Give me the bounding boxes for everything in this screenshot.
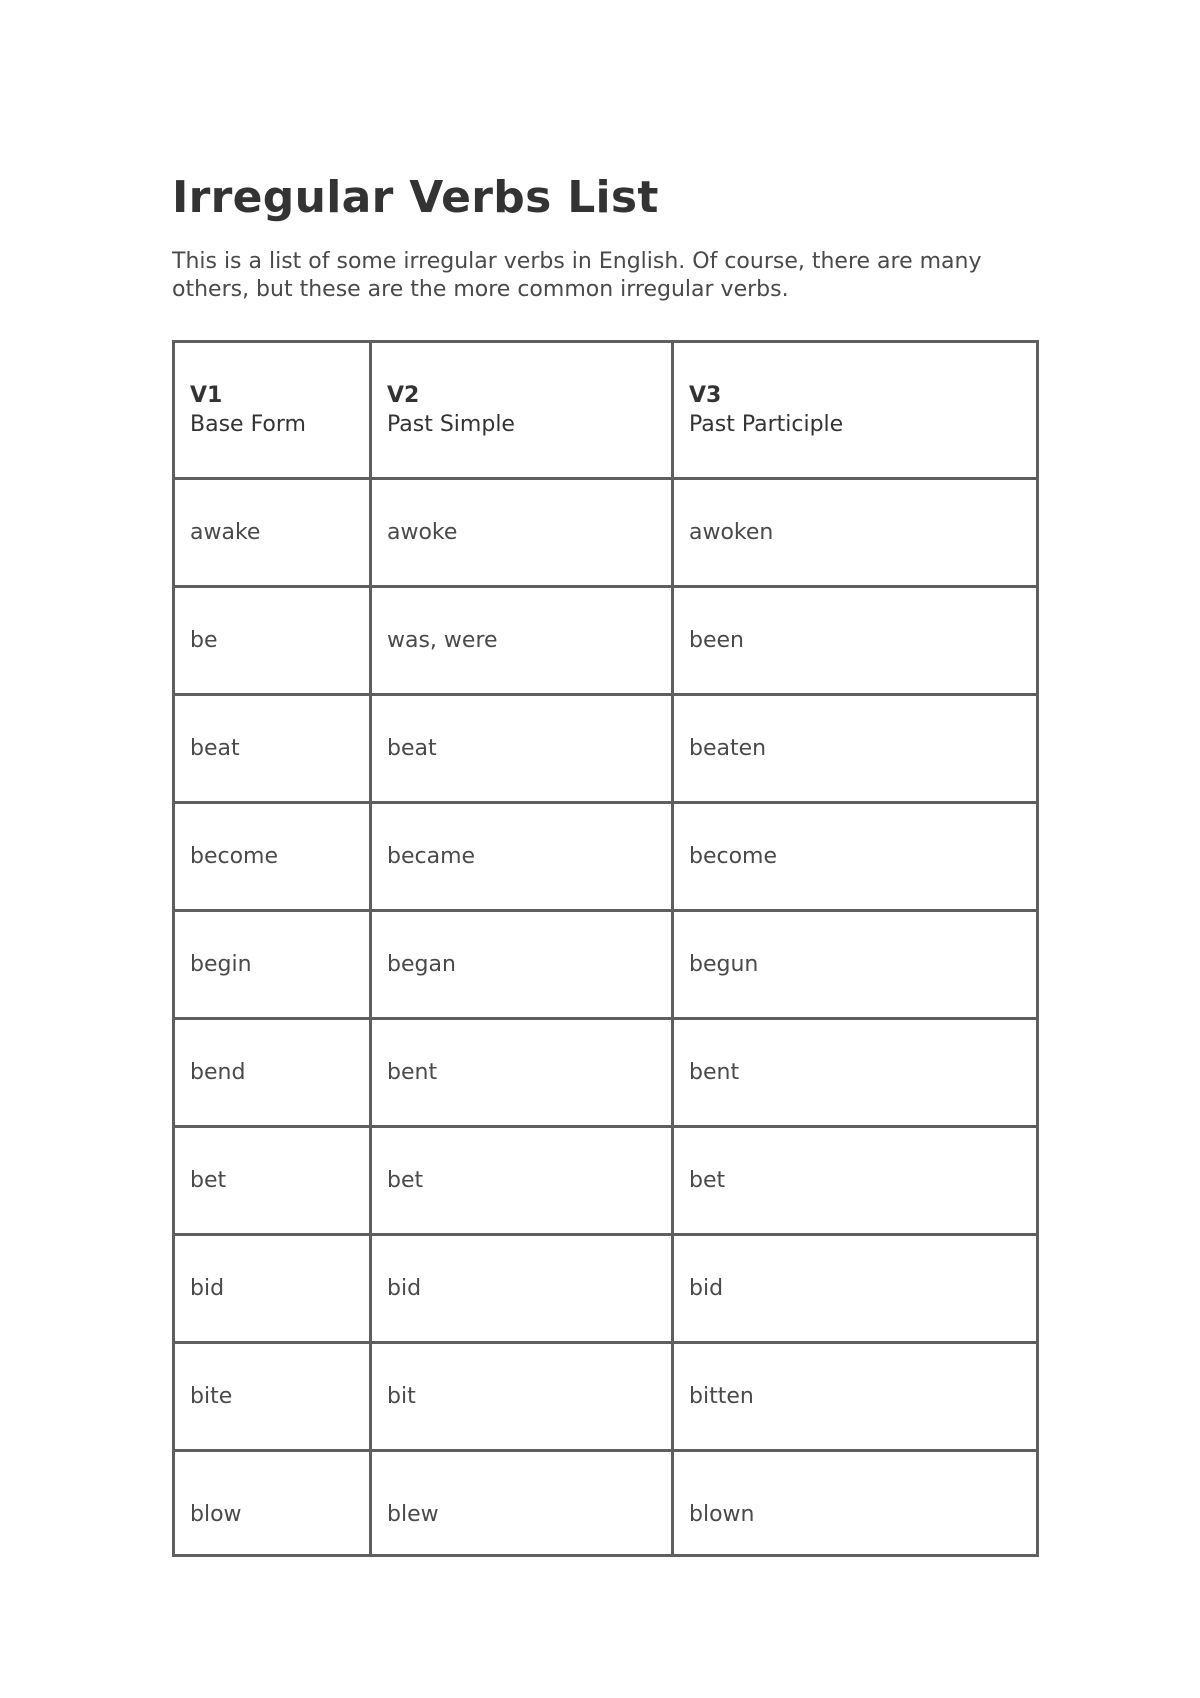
document-page bbox=[172, 170, 1036, 1527]
past-participle-cell: awoken bbox=[673, 479, 1038, 587]
past-simple-cell: beat bbox=[371, 695, 673, 803]
base-form-cell: beat bbox=[174, 695, 371, 803]
past-simple-cell: bent bbox=[371, 1019, 673, 1127]
past-simple-cell: was, were bbox=[371, 587, 673, 695]
table-row bbox=[174, 1127, 1038, 1235]
table-row bbox=[174, 695, 1038, 803]
table-row bbox=[174, 587, 1038, 695]
irregular-verbs-table bbox=[172, 340, 1039, 1557]
base-form-cell: bite bbox=[174, 1343, 371, 1451]
base-form-cell: awake bbox=[174, 479, 371, 587]
header-code: V2 bbox=[387, 383, 420, 408]
table-row bbox=[174, 803, 1038, 911]
past-participle-cell: bid bbox=[673, 1235, 1038, 1343]
past-participle-cell: bet bbox=[673, 1127, 1038, 1235]
header-label: Base Form bbox=[190, 412, 306, 437]
table-row bbox=[174, 911, 1038, 1019]
base-form-cell: become bbox=[174, 803, 371, 911]
header-v2 bbox=[371, 342, 673, 479]
header-code: V1 bbox=[190, 383, 223, 408]
past-participle-cell: been bbox=[673, 587, 1038, 695]
table-row bbox=[174, 1019, 1038, 1127]
header-v1 bbox=[174, 342, 371, 479]
past-participle-cell: bitten bbox=[673, 1343, 1038, 1451]
past-participle-cell: bent bbox=[673, 1019, 1038, 1127]
past-simple-cell: bit bbox=[371, 1343, 673, 1451]
past-participle-cell: beaten bbox=[673, 695, 1038, 803]
intro-paragraph: This is a list of some irregular verbs in English. Of course, there are many others, but these are the more common irregular verbs. bbox=[172, 249, 982, 302]
past-simple-cell: blew bbox=[371, 1451, 673, 1556]
past-participle-cell: blown bbox=[673, 1451, 1038, 1556]
past-simple-cell: bet bbox=[371, 1127, 673, 1235]
header-label: Past Participle bbox=[689, 412, 844, 437]
header-label: Past Simple bbox=[387, 412, 515, 437]
table-header-row bbox=[174, 342, 1038, 479]
past-simple-cell: began bbox=[371, 911, 673, 1019]
past-simple-cell: became bbox=[371, 803, 673, 911]
page-title: Irregular Verbs List bbox=[172, 172, 659, 223]
table-row bbox=[174, 1343, 1038, 1451]
header-v3 bbox=[673, 342, 1038, 479]
base-form-cell: blow bbox=[174, 1451, 371, 1556]
base-form-cell: begin bbox=[174, 911, 371, 1019]
table-row bbox=[174, 479, 1038, 587]
past-simple-cell: awoke bbox=[371, 479, 673, 587]
base-form-cell: bid bbox=[174, 1235, 371, 1343]
past-simple-cell: bid bbox=[371, 1235, 673, 1343]
past-participle-cell: become bbox=[673, 803, 1038, 911]
table-row bbox=[174, 1451, 1038, 1556]
past-participle-cell: begun bbox=[673, 911, 1038, 1019]
base-form-cell: be bbox=[174, 587, 371, 695]
header-code: V3 bbox=[689, 383, 722, 408]
base-form-cell: bend bbox=[174, 1019, 371, 1127]
base-form-cell: bet bbox=[174, 1127, 371, 1235]
table-row bbox=[174, 1235, 1038, 1343]
